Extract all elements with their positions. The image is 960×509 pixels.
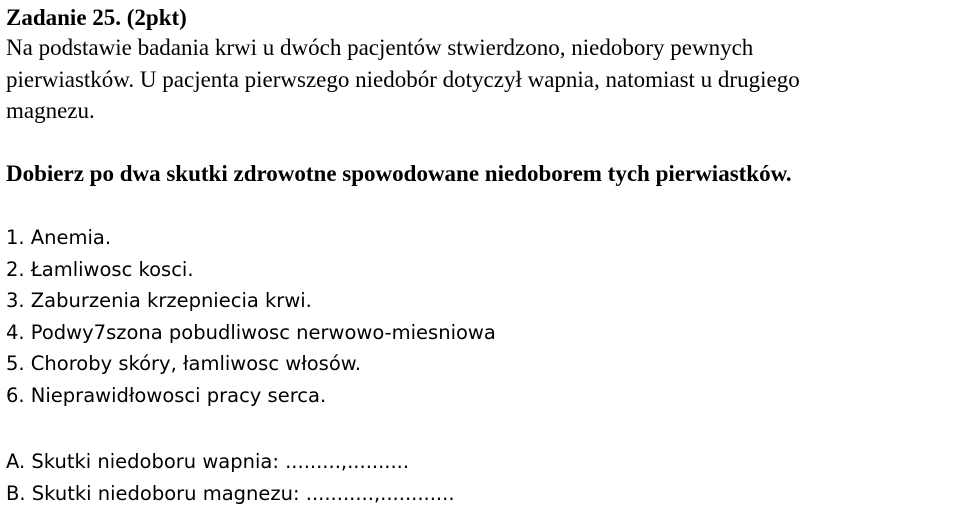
task-instruction: Dobierz po dwa skutki zdrowotne spowodowane niedoborem tych pierwiastków. [6, 161, 792, 186]
option-item: 3. Zaburzenia krzepniecia krwi. [6, 289, 312, 312]
option-item: 4. Podwy7szona pobudliwosc nerwowo-miesniowa [6, 320, 496, 344]
answer-calcium-line[interactable]: A. Skutki niedoboru wapnia: .........,.......... [6, 450, 410, 473]
task-intro [6, 32, 800, 127]
options-list [6, 222, 496, 411]
option-item: 1. Anemia. [6, 226, 112, 249]
task-title: Zadanie 25. (2pkt) [6, 5, 187, 30]
intro-line: Na podstawie badania krwi u dwóch pacjentów stwierdzono, niedobory pewnych [6, 35, 754, 60]
intro-line: magnezu. [6, 98, 95, 123]
option-item: 2. Łamliwosc kosci. [6, 257, 194, 281]
option-item: 5. Choroby skóry, łamliwosc włosów. [6, 352, 362, 375]
answer-section [6, 446, 455, 509]
intro-line: pierwiastków. U pacjenta pierwszego niedobór dotyczył wapnia, natomiast u drugiego [6, 66, 800, 92]
option-item: 6. Nieprawidłowosci pracy serca. [6, 383, 327, 407]
answer-magnesium-line[interactable]: B. Skutki niedoboru magnezu: ...........,............ [6, 481, 455, 505]
